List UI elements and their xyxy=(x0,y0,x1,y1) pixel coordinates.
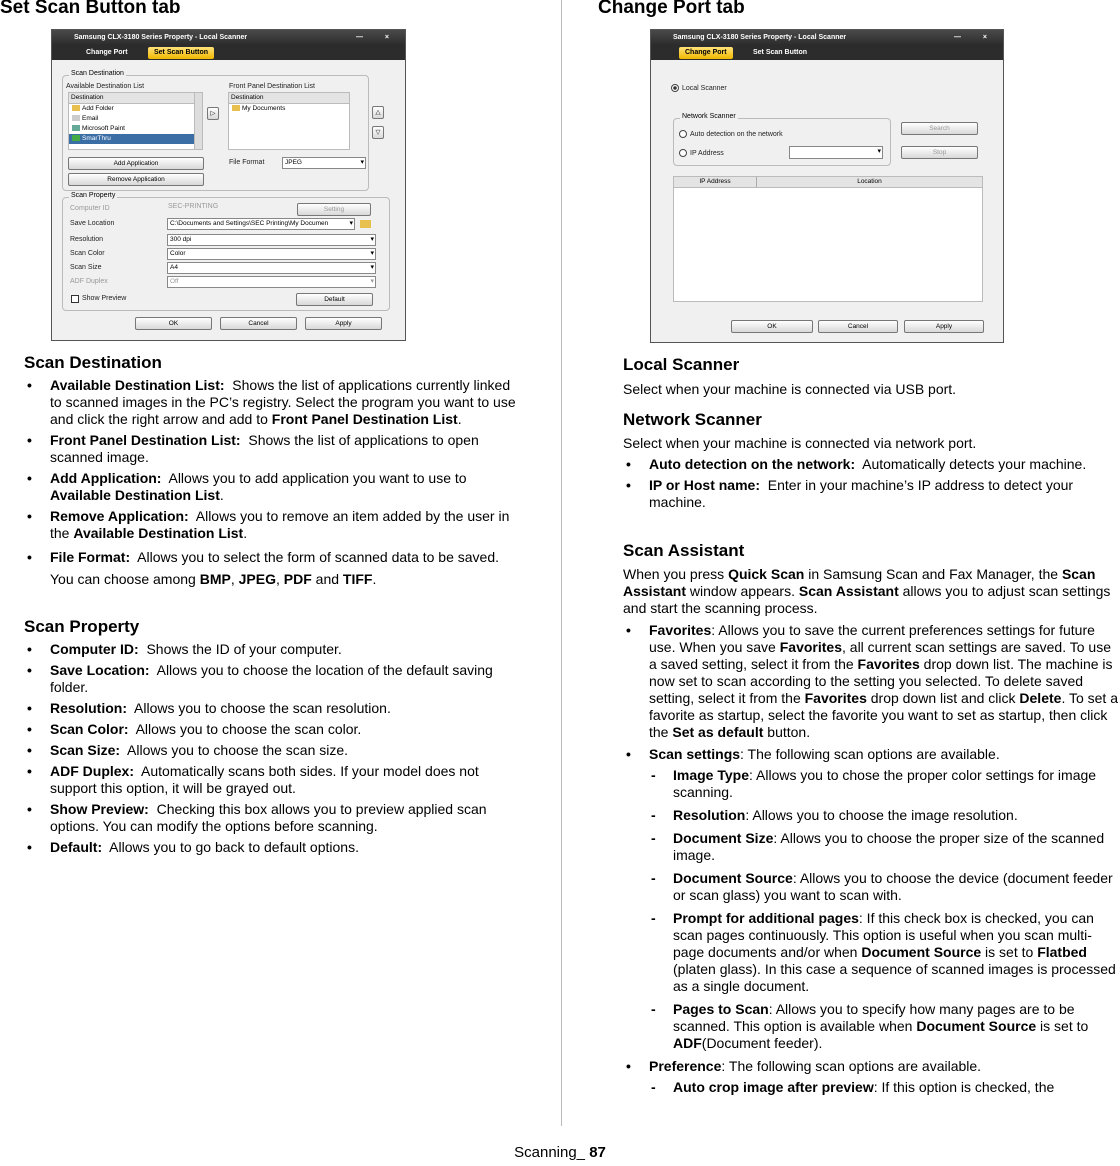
column-divider xyxy=(561,0,562,1126)
scan-settings-sublist xyxy=(649,767,1120,1052)
list-item: • Computer ID: Shows the ID of your computer. xyxy=(24,641,524,658)
computer-id-label: Computer ID xyxy=(70,205,110,212)
radio-icon xyxy=(679,130,687,138)
sub-list-item: - Prompt for additional pages: If this check box is checked, you can scan pages continuously. This option is useful when you scan multi-page documents and/or when Document Source is set to Flatbed (platen glass). In this case a sequence of scanned images is processed as a single document. xyxy=(649,910,1120,995)
sub-list-item: - Pages to Scan: Allows you to specify how many pages are to be scanned. This option is available when Document Source is set to ADF(Document feeder). xyxy=(649,1001,1120,1052)
scan-assistant-section xyxy=(623,541,1120,1102)
show-preview-label: Show Preview xyxy=(82,295,127,302)
scan-destination-legend: Scan Destination xyxy=(71,70,124,77)
scan-destination-heading: Scan Destination xyxy=(24,353,162,372)
table-header xyxy=(674,177,982,188)
search-button[interactable]: Search xyxy=(901,122,978,135)
smarthru-icon xyxy=(72,135,80,141)
list-item: • Scan settings: The following scan options are available. - Image Type: Allows you to chose the proper color settings for image scanning. - Resolution: Allows you to choose the image resolution. - Document Size: Allows you to choose the proper size of the scanned image. - Document Source: Allows you to choose the device (document feeder or scan glass) you want to scan with. - Prompt for additional pages: If this check box is checked, you can scan pages continuously. This option is useful when you scan multi-page documents and/or when Document Source is set to Flatbed (platen glass). In this case a sequence of scanned images is processed as a single document. - Pages to Scan: Allows you to specify how many pages are to be scanned. This option is available when Document Source is set to ADF(Document feeder). xyxy=(623,746,1120,1052)
scan-property-section xyxy=(24,617,524,856)
list-item: • Show Preview: Checking this box allows you to preview applied scan options. You can modify the options before scanning. xyxy=(24,801,524,835)
window-controls[interactable]: — × xyxy=(355,34,399,41)
paint-icon xyxy=(72,125,80,131)
tab-change-port[interactable]: Change Port xyxy=(86,49,128,56)
tab-change-port[interactable]: Change Port xyxy=(679,47,733,59)
file-format-label: File Format xyxy=(229,159,265,166)
scanner-list-table[interactable] xyxy=(673,176,983,302)
col-location[interactable]: Location xyxy=(857,178,882,185)
scan-property-list xyxy=(24,641,524,856)
sub-list-item: - Document Source: Allows you to choose the device (document feeder or scan glass) you want to scan with. xyxy=(649,870,1120,904)
adf-duplex-label: ADF Duplex xyxy=(70,278,108,285)
dialog-tabs xyxy=(52,46,405,60)
dialog-tabs xyxy=(651,46,1003,60)
list-item: • Preference: The following scan options are available. - Auto crop image after preview: If this option is checked, the xyxy=(623,1058,1120,1096)
footer-text: Scanning_ xyxy=(514,1144,590,1161)
folder-icon xyxy=(232,105,240,111)
save-location-label: Save Location xyxy=(70,220,115,227)
change-port-tab-title: Change Port tab xyxy=(598,0,745,18)
page-footer xyxy=(0,1144,1120,1161)
scan-assistant-list xyxy=(623,622,1120,1096)
cancel-button[interactable]: Cancel xyxy=(220,317,297,330)
front-panel-list-header: Destination xyxy=(229,93,349,104)
default-button[interactable]: Default xyxy=(296,293,373,306)
available-list-header: Destination xyxy=(69,93,201,104)
network-scanner-list xyxy=(623,456,1120,511)
arrow-right-button[interactable]: ▷ xyxy=(207,107,219,120)
add-application-button[interactable]: Add Application xyxy=(68,157,204,170)
scan-assistant-heading: Scan Assistant xyxy=(623,541,745,560)
available-list-scrollbar[interactable] xyxy=(194,92,203,150)
resolution-label: Resolution xyxy=(70,236,104,243)
remove-application-button[interactable]: Remove Application xyxy=(68,173,204,186)
dialog-title: Samsung CLX-3180 Series Property - Local Scanner xyxy=(673,34,847,41)
ip-address-radio[interactable]: IP Address xyxy=(679,149,724,157)
sub-list-item: - Document Size: Allows you to choose the proper size of the scanned image. xyxy=(649,830,1120,864)
front-panel-destination-list[interactable] xyxy=(228,92,350,150)
available-destination-list[interactable] xyxy=(68,92,202,150)
scan-color-select[interactable]: Color ▾ xyxy=(167,248,376,260)
dialog-titlebar xyxy=(52,30,405,46)
network-scanner-legend: Network Scanner xyxy=(682,113,736,120)
list-item: • Add Application: Allows you to add application you want to use to Available Destination List. xyxy=(24,470,524,504)
radio-selected-icon xyxy=(671,84,679,92)
email-icon xyxy=(72,115,80,121)
list-item: • Auto detection on the network: Automatically detects your machine. xyxy=(623,456,1120,473)
ok-button[interactable]: OK xyxy=(135,317,212,330)
list-item: • IP or Host name: Enter in your machine’s IP address to detect your machine. xyxy=(623,477,1120,511)
save-location-field[interactable]: C:\Documents and Settings\SEC Printing\My Documen ▾ xyxy=(167,218,355,230)
sub-list-item: - Image Type: Allows you to chose the proper color settings for image scanning. xyxy=(649,767,1120,801)
cancel-button[interactable]: Cancel xyxy=(818,320,898,333)
list-item[interactable]: My Documents xyxy=(229,104,349,114)
set-scan-button-dialog-screenshot xyxy=(51,29,406,341)
list-item: • Available Destination List: Shows the list of applications currently linked to scanned images in the PC’s registry. Select the program you want to use and click the right arrow and add to Front Panel Destination List. xyxy=(24,377,524,428)
stop-button[interactable]: Stop xyxy=(901,146,978,159)
local-scanner-text: Select when your machine is connected via USB port. xyxy=(623,381,957,397)
sub-list-item: - Auto crop image after preview: If this option is checked, the xyxy=(649,1079,1120,1096)
preference-sublist xyxy=(649,1079,1120,1096)
list-item: • Remove Application: Allows you to remove an item added by the user in the Available Destination List. xyxy=(24,508,524,542)
dialog-title: Samsung CLX-3180 Series Property - Local Scanner xyxy=(74,34,248,41)
scan-property-legend: Scan Property xyxy=(71,192,116,199)
radio-icon xyxy=(679,149,687,157)
list-item[interactable]: SmarThru xyxy=(69,134,201,144)
scan-destination-list xyxy=(24,377,524,590)
apply-button[interactable]: Apply xyxy=(904,320,984,333)
list-item: • Favorites: Allows you to save the current preferences settings for future use. When you save Favorites, all current scan settings are saved. To use a saved setting, select it from the Favorites drop down list. The machine is now set to scan according to the setting you selected. To delete saved setting, select it from the Favorites drop down list and click Delete. To set a favorite as startup, select the favorite you want to set as startup, then click the Set as default button. xyxy=(623,622,1120,741)
browse-folder-icon[interactable] xyxy=(360,220,371,228)
front-panel-list-label: Front Panel Destination List xyxy=(229,83,315,90)
resolution-select[interactable]: 300 dpi ▾ xyxy=(167,234,376,246)
window-controls[interactable]: — × xyxy=(953,34,997,41)
list-item: • Scan Size: Allows you to choose the scan size. xyxy=(24,742,524,759)
file-format-select[interactable]: JPEG ▾ xyxy=(282,157,366,169)
ok-button[interactable]: OK xyxy=(731,320,813,333)
apply-button[interactable]: Apply xyxy=(305,317,382,330)
available-list-label: Available Destination List xyxy=(66,83,145,90)
list-item: • Scan Color: Allows you to choose the scan color. xyxy=(24,721,524,738)
list-item: • ADF Duplex: Automatically scans both sides. If your model does not support this option, it will be grayed out. xyxy=(24,763,524,797)
col-ip-address[interactable]: IP Address xyxy=(674,177,757,187)
tab-set-scan-button[interactable]: Set Scan Button xyxy=(753,49,808,56)
tab-set-scan-button[interactable]: Set Scan Button xyxy=(148,47,214,59)
list-item: • Front Panel Destination List: Shows the list of applications to open scanned image. xyxy=(24,432,524,466)
scan-size-label: Scan Size xyxy=(70,264,102,271)
change-port-dialog-screenshot xyxy=(650,29,1004,343)
local-scanner-heading: Local Scanner xyxy=(623,355,740,374)
auto-detection-radio[interactable]: Auto detection on the network xyxy=(679,130,783,138)
setting-button[interactable]: Setting xyxy=(297,203,371,216)
scan-size-select[interactable]: A4 ▾ xyxy=(167,262,376,274)
list-item[interactable]: Email xyxy=(69,114,201,124)
ip-address-input[interactable] xyxy=(789,146,883,159)
list-item[interactable]: Microsoft Paint xyxy=(69,124,201,134)
move-up-button[interactable]: △ xyxy=(372,106,384,119)
computer-id-value: SEC-PRINTING xyxy=(168,203,219,210)
set-scan-button-tab-title: Set Scan Button tab xyxy=(0,0,181,18)
list-item: • Resolution: Allows you to choose the scan resolution. xyxy=(24,700,524,717)
show-preview-checkbox[interactable] xyxy=(71,295,79,303)
adf-duplex-select[interactable]: Off ▾ xyxy=(167,276,376,288)
network-scanner-heading: Network Scanner xyxy=(623,410,762,429)
scan-property-heading: Scan Property xyxy=(24,617,140,636)
move-down-button[interactable]: ▽ xyxy=(372,126,384,139)
scan-color-label: Scan Color xyxy=(70,250,105,257)
sub-list-item: - Resolution: Allows you to choose the image resolution. xyxy=(649,807,1120,824)
scan-assistant-intro: When you press Quick Scan in Samsung Scan and Fax Manager, the Scan Assistant window appears. Scan Assistant allows you to adjust scan settings and start the scanning process. xyxy=(623,566,1111,616)
list-item: • Default: Allows you to go back to default options. xyxy=(24,839,524,856)
local-scanner-section xyxy=(623,355,1118,398)
list-item[interactable]: Add Folder xyxy=(69,104,201,114)
dialog-titlebar xyxy=(651,30,1003,46)
network-scanner-text: Select when your machine is connected via network port. xyxy=(623,435,977,451)
network-scanner-section xyxy=(623,410,1120,511)
list-item: • File Format: Allows you to select the form of scanned data to be saved. You can choose among BMP, JPEG, PDF and TIFF. xyxy=(24,546,524,590)
scan-destination-section xyxy=(24,353,524,590)
local-scanner-radio[interactable]: Local Scanner xyxy=(671,84,727,92)
page-number: 87 xyxy=(589,1144,606,1161)
folder-icon xyxy=(72,105,80,111)
list-item: • Save Location: Allows you to choose the location of the default saving folder. xyxy=(24,662,524,696)
